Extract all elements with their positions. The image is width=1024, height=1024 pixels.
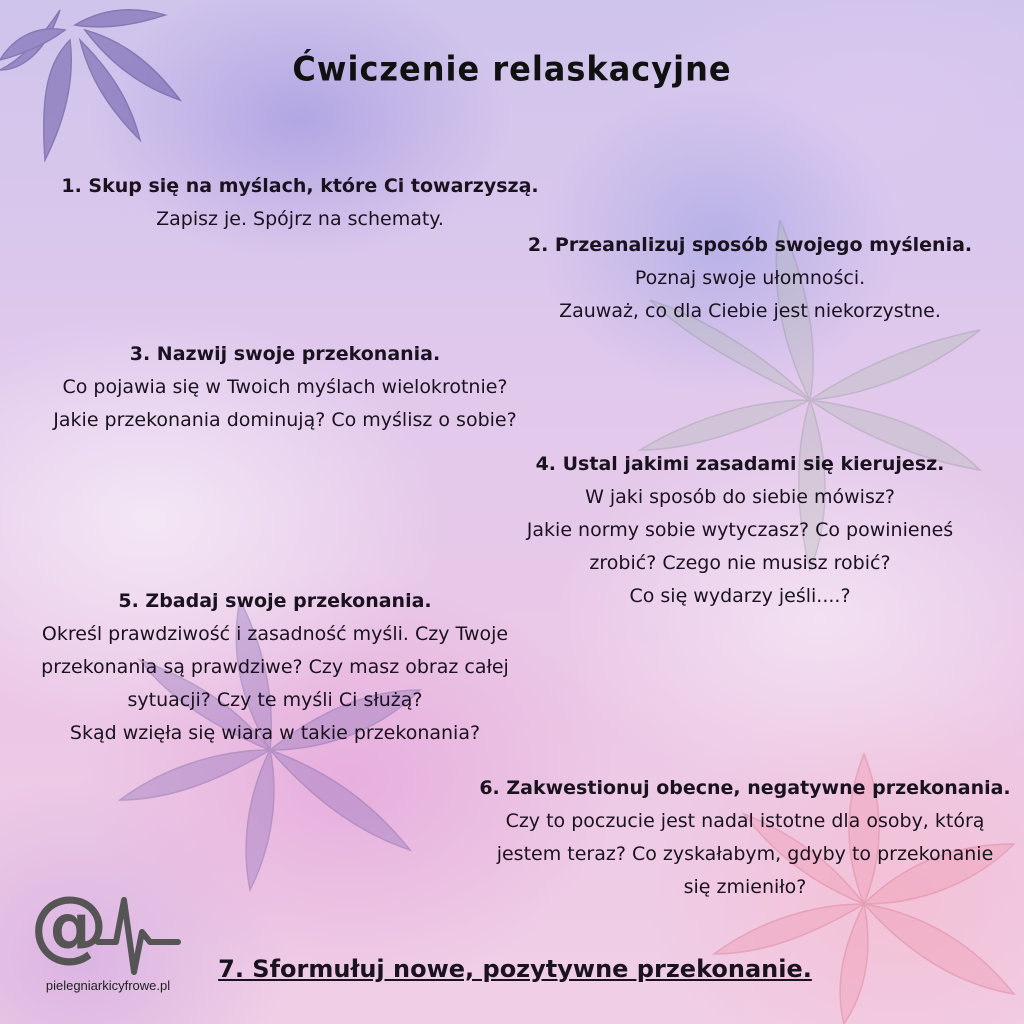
- step-7-final: 7. Sformułuj nowe, pozytywne przekonanie.: [218, 955, 812, 983]
- step-4: [480, 448, 1000, 613]
- step-5-line-4: Skąd wzięła się wiara w takie przekonania?: [69, 722, 481, 744]
- step-4-line-3: zrobić? Czego nie musisz robić?: [589, 552, 891, 574]
- step-3: [20, 338, 550, 437]
- at-heartbeat-icon: [18, 880, 208, 990]
- step-3-heading: 3. Nazwij swoje przekonania.: [129, 343, 441, 365]
- step-4-line-4: Co się wydarzy jeśli....?: [629, 585, 851, 607]
- step-6-line-3: się zmieniło?: [683, 876, 807, 898]
- step-4-line-2: Jakie normy sobie wytyczasz? Co powinieneś: [526, 519, 954, 541]
- step-2: [500, 229, 1000, 328]
- logo-at-symbol: @: [30, 881, 108, 971]
- step-2-line-2: Zauważ, co dla Ciebie jest niekorzystne.: [559, 300, 941, 322]
- step-1: [40, 170, 560, 236]
- step-5-heading: 5. Zbadaj swoje przekonania.: [118, 590, 432, 612]
- step-6-line-1: Czy to poczucie jest nadal istotne dla osoby, którą: [505, 810, 985, 832]
- step-6: [470, 772, 1020, 904]
- step-2-heading: 2. Przeanalizuj sposób swojego myślenia.: [527, 234, 973, 256]
- step-2-line-1: Poznaj swoje ułomności.: [634, 267, 866, 289]
- step-1-line-1: Zapisz je. Spójrz na schematy.: [156, 208, 444, 230]
- website-label: pielegniarkicyfrowe.pl: [45, 978, 171, 993]
- step-3-line-1: Co pojawia się w Twoich myślach wielokrotnie?: [62, 376, 508, 398]
- step-4-line-1: W jaki sposób do siebie mówisz?: [585, 486, 895, 508]
- step-4-heading: 4. Ustal jakimi zasadami się kierujesz.: [535, 453, 945, 475]
- page-title: Ćwiczenie relaskacyjne: [292, 49, 732, 89]
- step-3-line-2: Jakie przekonania dominują? Co myślisz o sobie?: [53, 409, 517, 431]
- step-1-heading: 1. Skup się na myślach, które Ci towarzyszą.: [61, 175, 539, 197]
- top-left-leaf-decoration: [0, 0, 200, 190]
- step-5-line-3: sytuacji? Czy te myśli Ci służą?: [127, 689, 423, 711]
- step-6-line-2: jestem teraz? Co zyskałabym, gdyby to przekonanie: [496, 843, 994, 865]
- step-6-heading: 6. Zakwestionuj obecne, negatywne przekonania.: [479, 777, 1011, 799]
- step-5: [20, 585, 530, 750]
- step-5-line-1: Określ prawdziwość i zasadność myśli. Czy Twoje: [41, 623, 509, 645]
- step-5-line-2: przekonania są prawdziwe? Czy masz obraz całej: [41, 656, 509, 678]
